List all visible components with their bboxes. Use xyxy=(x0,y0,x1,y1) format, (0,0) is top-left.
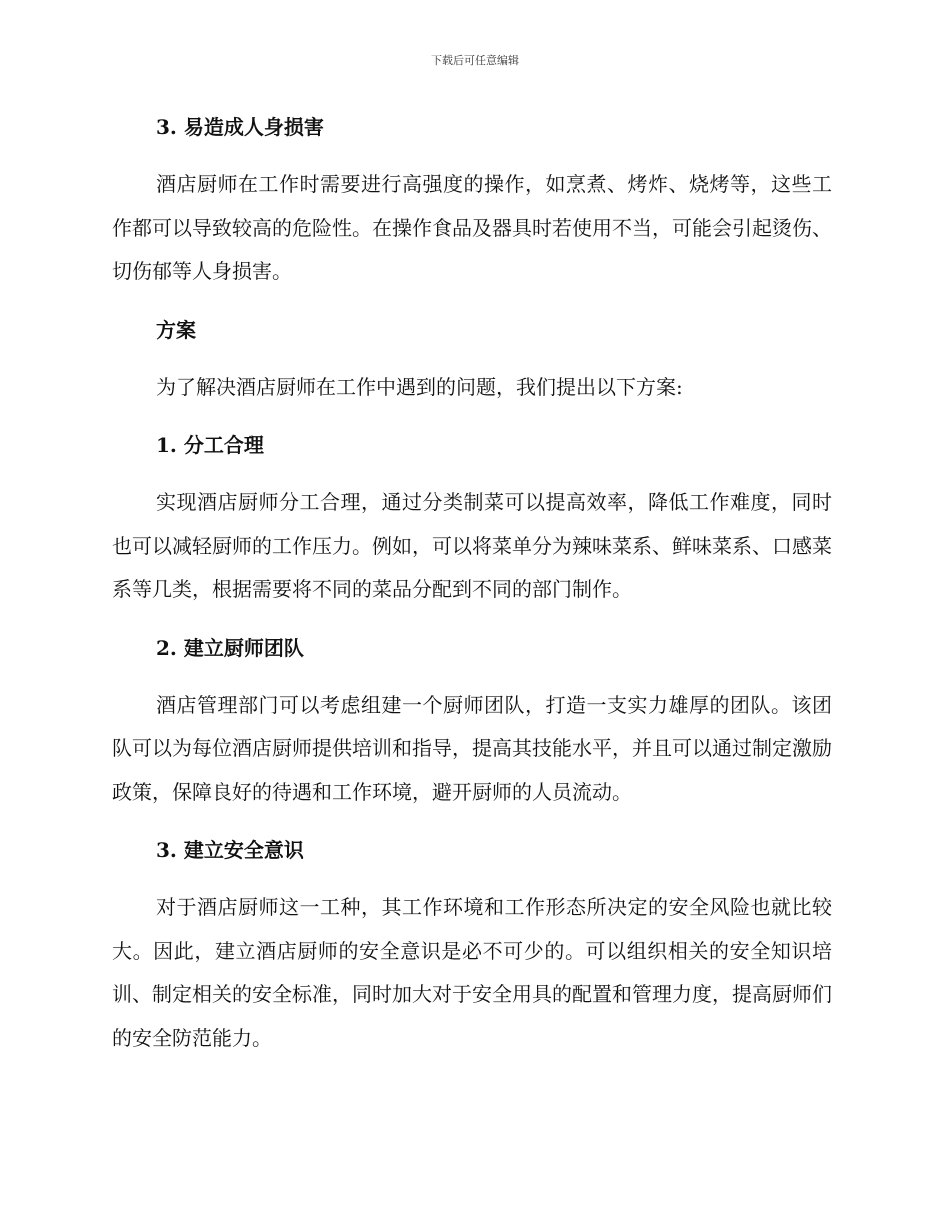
document-body xyxy=(112,108,832,1060)
section-heading-chef-team: 2. 建立厨师团队 xyxy=(156,635,304,660)
paragraph-personal-injury: 酒店厨师在工作时需要进行高强度的操作，如烹煮、烤炸、烧烤等，这些工作都可以导致较高的危险性。在操作食品及器具时若使用不当，可能会引起烫伤、切伤郁等人身损害。 xyxy=(112,172,832,283)
section-heading-division-of-labor: 1. 分工合理 xyxy=(156,433,264,457)
section-heading-safety-awareness: 3. 建立安全意识 xyxy=(156,838,304,862)
section-heading-personal-injury: 3. 易造成人身损害 xyxy=(156,115,324,139)
paragraph-plan-intro: 为了解决酒店厨师在工作中遇到的问题，我们提出以下方案: xyxy=(156,374,683,399)
paragraph-safety-awareness: 对于酒店厨师这一工种，其工作环境和工作形态所决定的安全风险也就比较大。因此，建立酒店厨师的安全意识是必不可少的。可以组织相关的安全知识培训、制定相关的安全标准，同时加大对于安全用具的配置和管理力度，提高厨师们的安全防范能力。 xyxy=(112,895,832,1050)
page-header: 下载后可任意编辑 xyxy=(431,54,519,67)
paragraph-division-of-labor: 实现酒店厨师分工合理，通过分类制菜可以提高效率，降低工作难度，同时也可以减轻厨师的工作压力。例如，可以将菜单分为辣味菜系、鲜味菜系、口感菜系等几类，根据需要将不同的菜品分配到不同的部门制作。 xyxy=(112,490,832,601)
paragraph-chef-team: 酒店管理部门可以考虑组建一个厨师团队，打造一支实力雄厚的团队。该团队可以为每位酒店厨师提供培训和指导，提高其技能水平，并且可以通过制定激励政策，保障良好的待遇和工作环境，避开厨师的人员流动。 xyxy=(112,692,832,804)
section-heading-plan: 方案 xyxy=(156,317,196,342)
